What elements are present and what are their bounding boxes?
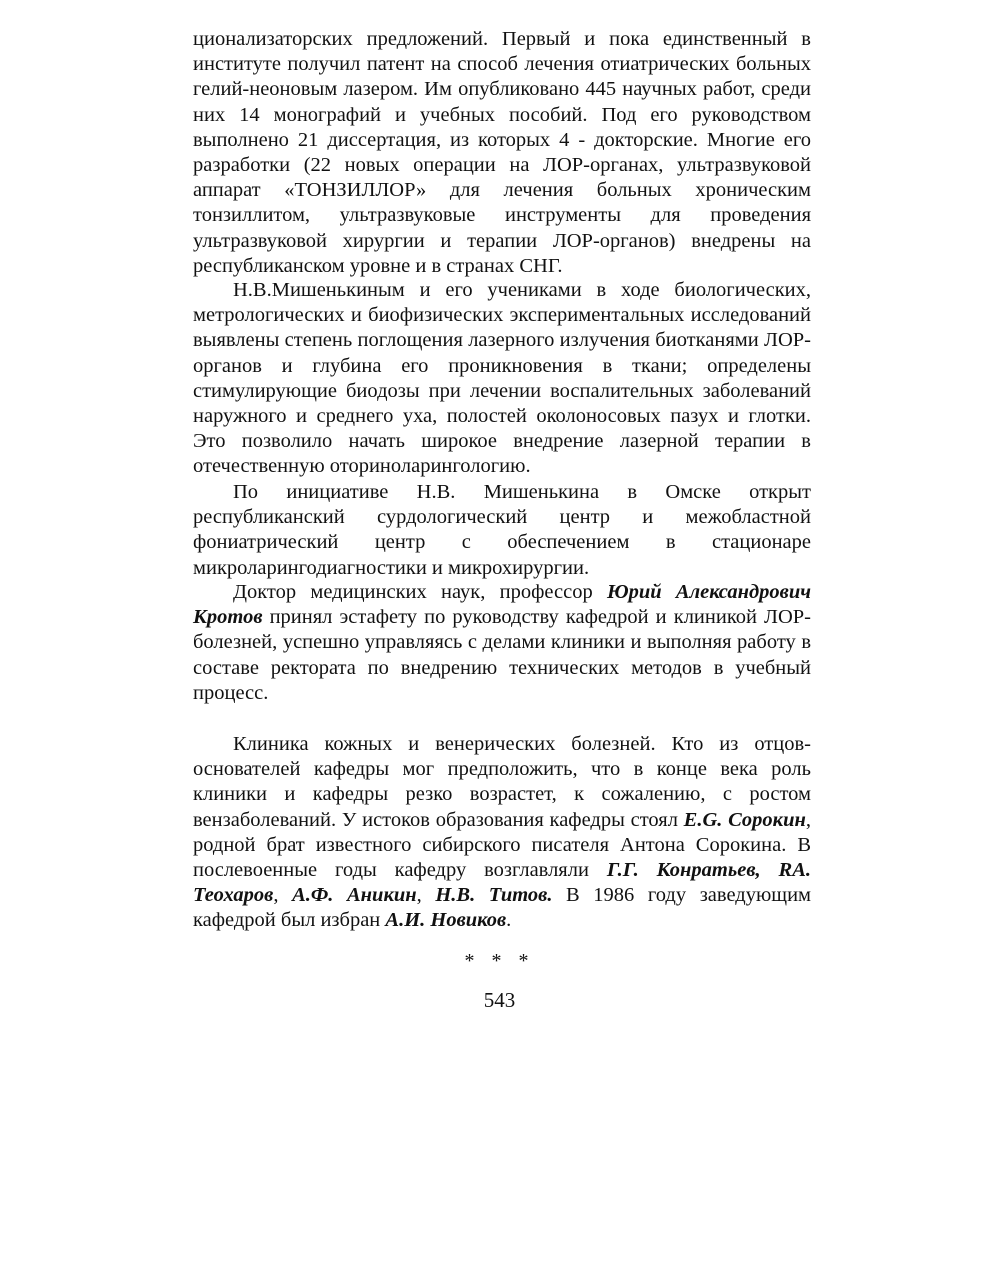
paragraph-laser-research: [193, 278, 811, 480]
text-run: ,: [416, 884, 436, 907]
text-run: В 1986 году заведующим кафедрой был избран: [193, 884, 812, 932]
person-name: А.И. Новиков: [385, 909, 507, 932]
person-name: Н.В. Титов.: [435, 884, 553, 907]
person-name: А.Ф. Аникин: [292, 884, 417, 907]
page-number: 543: [483, 988, 516, 1012]
paragraph-text: ционализаторских предложений. Первый и пока единственный в институте получил патент на способ лечения отиатрических больных гелий-неоновым лазером. Им опубликовано 445 научных работ, среди них 14 монографий и учебных пособий. Под его руководством выполнено 21 диссертация, из которых 4 - докторские. Многие его разработки (22 новых операции на ЛОР-органах, ультразвуковой аппарат «ТОНЗИЛЛОР» для лечения больных хроническим тонзиллитом, ультразвуковые инструменты для проведения ультразвуковой хирургии и терапии ЛОР-органов) внедрены на республиканском уровне и в странах СНГ.: [193, 28, 811, 277]
text-run: ,: [273, 884, 293, 907]
paragraph-patent-publications: [193, 27, 811, 279]
person-name: Юрий Александрович Кротов: [193, 581, 812, 629]
person-name: Г.Г. Конратьев, RA. Теохаров: [193, 859, 811, 907]
text-run: , родной брат известного сибирского писателя Антона Сорокина. В послевоенные годы кафедру возглавляли: [193, 808, 811, 882]
paragraph-krotov: [193, 580, 811, 706]
text-run: .: [506, 909, 512, 932]
text-run: Доктор медицинских наук, профессор: [233, 581, 607, 603]
person-name: E.G. Сорокин: [683, 808, 806, 831]
paragraph-surdology-center: [193, 480, 811, 581]
paragraph-text: [193, 580, 811, 706]
text-run: принял эстафету по руководству кафедрой и клиникой ЛОР-болезней, успешно управляясь с делами клиники и выполняя работу в составе ректората по внедрению технических методов в учебный процесс.: [193, 606, 811, 704]
section-separator: * * *: [464, 950, 535, 972]
paragraph-text: Н.В.Мишенькиным и его учениками в ходе биологических, метрологических и биофизических экспериментальных исследований выявлены степень поглощения лазерного излучения биотканями ЛОР-органов и глубина его проникновения в ткани; определены стимулирующие биодозы при лечении воспалительных заболеваний наружного и среднего уха, полостей околоносовых пазух и глотки. Это позволило начать широкое внедрение лазерной терапии в отечественную оториноларингологию.: [193, 279, 811, 478]
text-run: Клиника кожных и венерических болезней. Кто из отцов-основателей кафедры мог предположить, что в конце века роль клиники и кафедры резко возрастет, к сожалению, с ростом вензаболеваний. У истоков образования кафедры стоял: [193, 733, 811, 831]
paragraph-dermatology-clinic: [193, 732, 811, 934]
paragraph-text: По инициативе Н.В. Мишенькина в Омске открыт республиканский сурдологический центр и межобластной фониатрический центр с обеспечением в стационаре микроларингодиагностики и микрохирургии.: [193, 481, 811, 579]
paragraph-text: [193, 732, 811, 934]
